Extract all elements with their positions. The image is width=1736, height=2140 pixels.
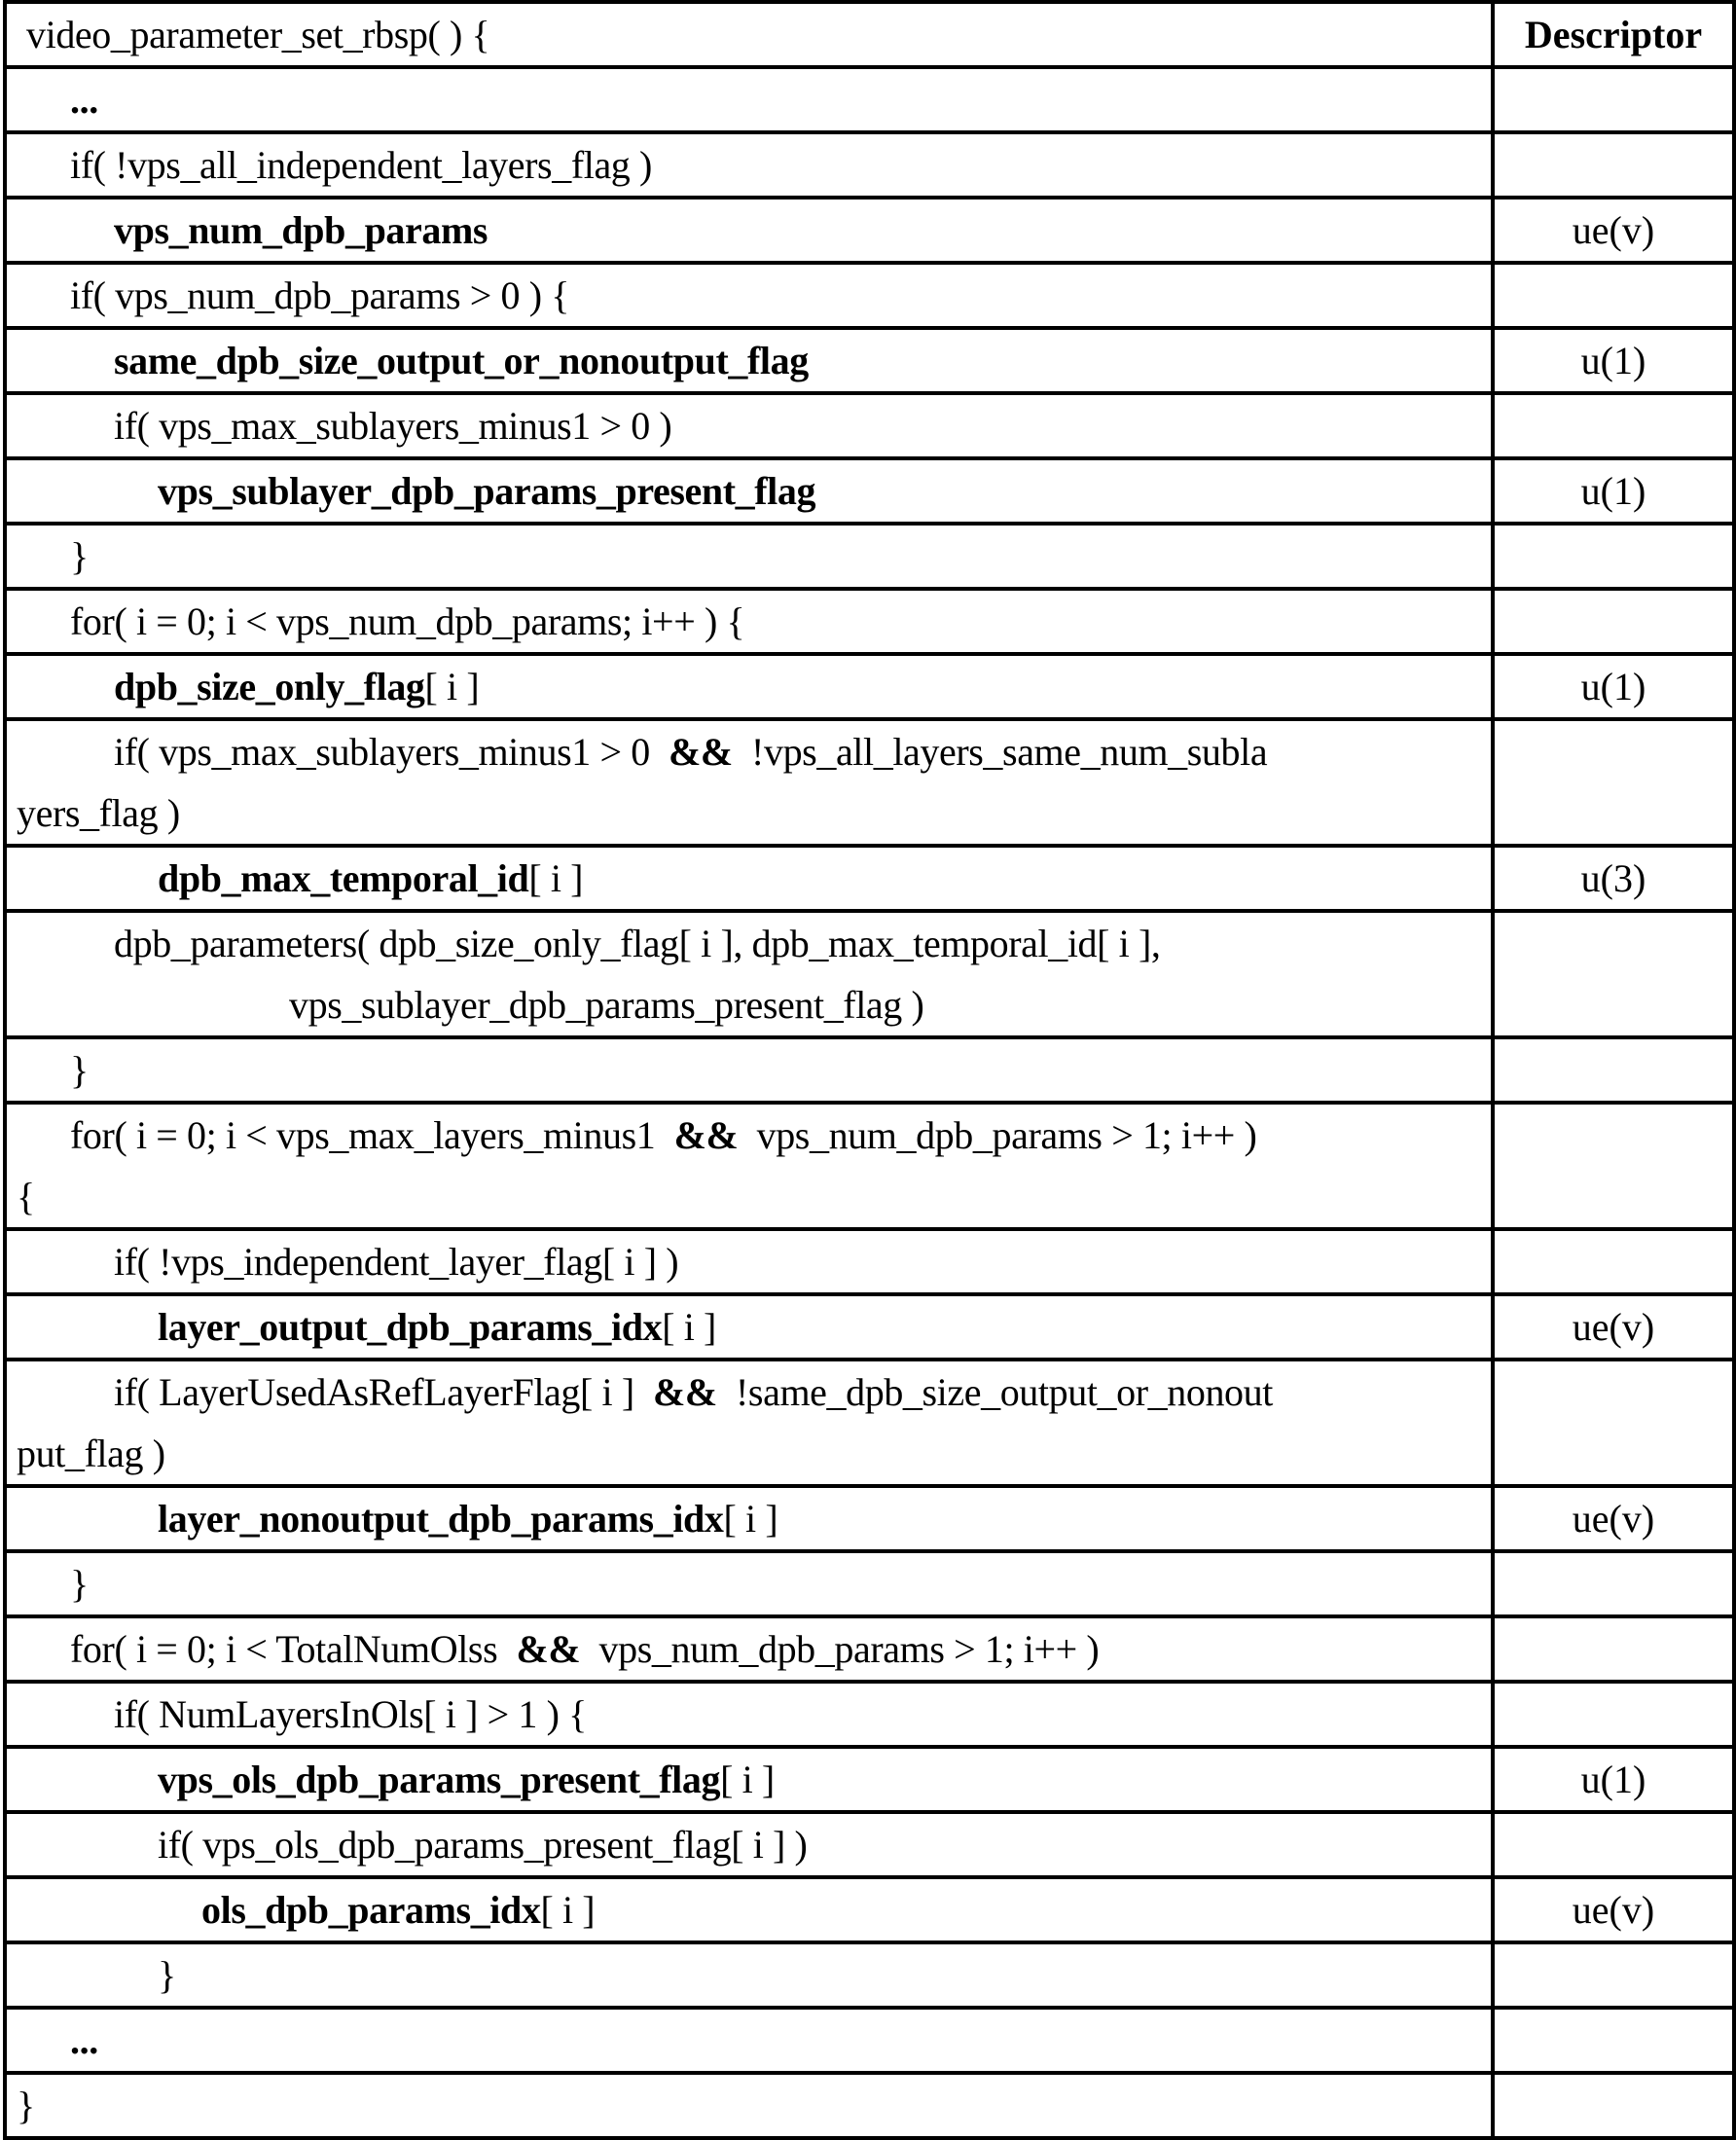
descriptor-value (1495, 591, 1732, 652)
descriptor-cell (1493, 911, 1734, 1037)
descriptor-cell (1493, 458, 1734, 524)
syntax-text: vps_ols_dpb_params_present_flag (158, 1758, 721, 1801)
syntax-cell (5, 458, 1493, 524)
syntax-cell (5, 393, 1493, 458)
descriptor-cell (1493, 2008, 1734, 2073)
syntax-cell (5, 1942, 1493, 2008)
syntax-text: !vps_all_layers_same_num_subla (732, 730, 1268, 774)
table-row (5, 1812, 1734, 1877)
descriptor-cell (1493, 1616, 1734, 1682)
syntax-code-line (7, 1423, 1491, 1484)
syntax-code-line (7, 782, 1491, 844)
descriptor-cell (1493, 1037, 1734, 1103)
descriptor-cell (1493, 198, 1734, 263)
syntax-cell (5, 328, 1493, 393)
syntax-text: if( vps_num_dpb_params > 0 ) { (70, 273, 570, 317)
descriptor-value: ue(v) (1572, 1305, 1655, 1349)
descriptor-header-text: Descriptor (1524, 13, 1703, 56)
syntax-cell (5, 846, 1493, 911)
syntax-text: vps_num_dpb_params > 1; i++ ) (738, 1113, 1257, 1157)
descriptor-cell (1493, 589, 1734, 654)
syntax-element-line (7, 1296, 1491, 1358)
syntax-text: if( LayerUsedAsRefLayerFlag[ i ] (114, 1370, 653, 1414)
descriptor-cell (1493, 846, 1734, 911)
descriptor-value: u(1) (1580, 469, 1646, 513)
table-row (5, 589, 1734, 654)
array-index-suffix: [ i ] (424, 665, 480, 708)
syntax-text: vps_sublayer_dpb_params_present_flag ) (289, 983, 924, 1027)
descriptor-cell (1493, 719, 1734, 846)
descriptor-cell (1493, 1682, 1734, 1747)
syntax-text: layer_output_dpb_params_idx (158, 1305, 663, 1349)
syntax-text: if( vps_ols_dpb_params_present_flag[ i ] ) (158, 1823, 808, 1867)
descriptor-cell (1493, 132, 1734, 198)
syntax-text: ... (70, 2018, 98, 2062)
descriptor-cell (1493, 524, 1734, 589)
descriptor-cell (1493, 1551, 1734, 1616)
syntax-cell (5, 1616, 1493, 1682)
syntax-text: for( i = 0; i < vps_max_layers_minus1 (70, 1113, 674, 1157)
descriptor-value (1495, 1814, 1732, 1875)
syntax-text: !same_dpb_size_output_or_nonout (716, 1370, 1273, 1414)
syntax-cell (5, 719, 1493, 846)
descriptor-value (1495, 265, 1732, 326)
syntax-table-body (5, 2, 1734, 2138)
descriptor-cell (1493, 1360, 1734, 1486)
table-row (5, 1229, 1734, 1294)
syntax-code-line (7, 2075, 1491, 2136)
syntax-cell (5, 524, 1493, 589)
syntax-cell (5, 67, 1493, 132)
table-row (5, 458, 1734, 524)
syntax-cell (5, 198, 1493, 263)
descriptor-value (1495, 1553, 1732, 1614)
syntax-cell (5, 589, 1493, 654)
descriptor-cell (1493, 263, 1734, 328)
syntax-cell (5, 1294, 1493, 1360)
descriptor-cell (1493, 1747, 1734, 1812)
descriptor-cell (1493, 328, 1734, 393)
logical-and-operator: && (669, 730, 733, 774)
syntax-text: for( i = 0; i < vps_num_dpb_params; i++ ) { (70, 599, 745, 643)
array-index-suffix: [ i ] (723, 1497, 778, 1541)
descriptor-cell (1493, 2073, 1734, 2138)
syntax-cell (5, 263, 1493, 328)
syntax-text: } (70, 1562, 89, 1606)
descriptor-value (1495, 134, 1732, 196)
descriptor-cell (1493, 1812, 1734, 1877)
table-row (5, 1682, 1734, 1747)
descriptor-value (1495, 526, 1732, 587)
syntax-text: same_dpb_size_output_or_nonoutput_flag (114, 339, 809, 382)
syntax-code-line (7, 1231, 1491, 1292)
table-row (5, 328, 1734, 393)
table-header-row (5, 2, 1734, 67)
syntax-header-text: video_parameter_set_rbsp( ) { (26, 13, 490, 56)
syntax-text: } (70, 1048, 89, 1092)
syntax-text: if( !vps_independent_layer_flag[ i ] ) (114, 1240, 679, 1284)
descriptor-value: ue(v) (1572, 208, 1655, 252)
descriptor-cell (1493, 67, 1734, 132)
syntax-cell (5, 1229, 1493, 1294)
syntax-cell (5, 1037, 1493, 1103)
syntax-text: put_flag ) (17, 1432, 165, 1475)
logical-and-operator: && (673, 1113, 739, 1157)
syntax-text: { (17, 1175, 35, 1218)
syntax-cell (5, 2008, 1493, 2073)
table-row (5, 1486, 1734, 1551)
table-row (5, 1037, 1734, 1103)
descriptor-value: u(1) (1580, 339, 1646, 382)
syntax-code-line (7, 134, 1491, 196)
table-row (5, 524, 1734, 589)
descriptor-value (1495, 721, 1732, 782)
syntax-code-line (7, 526, 1491, 587)
syntax-text: if( NumLayersInOls[ i ] > 1 ) { (114, 1692, 587, 1736)
table-row (5, 1747, 1734, 1812)
syntax-text: vps_sublayer_dpb_params_present_flag (158, 469, 816, 513)
syntax-cell (5, 911, 1493, 1037)
array-index-suffix: [ i ] (662, 1305, 716, 1349)
descriptor-value (1495, 395, 1732, 456)
syntax-cell (5, 1812, 1493, 1877)
syntax-text: for( i = 0; i < TotalNumOlss (70, 1627, 517, 1671)
descriptor-value (1495, 1684, 1732, 1745)
array-index-suffix: [ i ] (540, 1888, 596, 1932)
descriptor-value: u(3) (1580, 856, 1646, 900)
syntax-code-line (7, 1553, 1491, 1614)
syntax-element-line (7, 1488, 1491, 1549)
table-row (5, 1877, 1734, 1942)
table-row (5, 846, 1734, 911)
logical-and-operator: && (652, 1370, 717, 1414)
descriptor-cell (1493, 1877, 1734, 1942)
syntax-cell (5, 1551, 1493, 1616)
descriptor-value (1495, 69, 1732, 130)
syntax-text: } (70, 534, 89, 578)
syntax-cell (5, 1747, 1493, 1812)
descriptor-cell (1493, 654, 1734, 719)
syntax-cell (5, 1877, 1493, 1942)
syntax-element-line (7, 460, 1491, 522)
table-row (5, 198, 1734, 263)
syntax-element-line (7, 69, 1491, 130)
syntax-text: dpb_parameters( dpb_size_only_flag[ i ], dpb_max_temporal_id[ i ], (114, 922, 1161, 965)
table-row (5, 2008, 1734, 2073)
descriptor-value (1495, 2010, 1732, 2071)
syntax-text: ... (70, 78, 98, 122)
syntax-table (3, 0, 1736, 2140)
syntax-code-line (7, 1684, 1491, 1745)
syntax-cell (5, 1103, 1493, 1229)
syntax-text: if( !vps_all_independent_layers_flag ) (70, 143, 652, 187)
syntax-header-cell (5, 2, 1493, 67)
descriptor-value: ue(v) (1572, 1888, 1655, 1932)
syntax-text: vps_num_dpb_params (114, 208, 488, 252)
syntax-element-line (7, 199, 1491, 261)
descriptor-cell (1493, 1294, 1734, 1360)
syntax-text: dpb_max_temporal_id (158, 856, 529, 900)
syntax-element-line (7, 2010, 1491, 2071)
table-row (5, 132, 1734, 198)
syntax-element-line (7, 1879, 1491, 1941)
syntax-cell (5, 1486, 1493, 1551)
syntax-code-line (7, 1166, 1491, 1227)
syntax-text: ols_dpb_params_idx (201, 1888, 541, 1932)
table-row (5, 719, 1734, 846)
syntax-cell (5, 654, 1493, 719)
descriptor-value (1495, 1618, 1732, 1680)
descriptor-cell (1493, 1942, 1734, 2008)
table-row (5, 1616, 1734, 1682)
syntax-code-line (7, 1361, 1491, 1423)
table-row (5, 1103, 1734, 1229)
syntax-cell (5, 1360, 1493, 1486)
table-row (5, 393, 1734, 458)
syntax-code-line (7, 1944, 1491, 2006)
table-row (5, 1551, 1734, 1616)
descriptor-value (1495, 1944, 1732, 2006)
syntax-text: vps_num_dpb_params > 1; i++ ) (580, 1627, 1100, 1671)
descriptor-value (1495, 1231, 1732, 1292)
syntax-text: if( vps_max_sublayers_minus1 > 0 ) (114, 404, 672, 448)
descriptor-value (1495, 1361, 1732, 1423)
table-row (5, 1294, 1734, 1360)
table-row (5, 1942, 1734, 2008)
array-index-suffix: [ i ] (720, 1758, 775, 1801)
descriptor-value: u(1) (1580, 665, 1646, 708)
syntax-code-line (7, 1814, 1491, 1875)
syntax-cell (5, 2073, 1493, 2138)
table-row (5, 1360, 1734, 1486)
descriptor-value (1495, 2075, 1732, 2136)
syntax-code-line (7, 1105, 1491, 1166)
table-row (5, 2073, 1734, 2138)
descriptor-header-cell (1493, 2, 1734, 67)
descriptor-value (1495, 1105, 1732, 1166)
syntax-code-line (7, 591, 1491, 652)
descriptor-value (1495, 1039, 1732, 1101)
descriptor-value: ue(v) (1572, 1497, 1655, 1541)
logical-and-operator: && (516, 1627, 581, 1671)
syntax-code-line (7, 395, 1491, 456)
syntax-element-line (7, 1749, 1491, 1810)
syntax-code-line (7, 1039, 1491, 1101)
table-row (5, 654, 1734, 719)
descriptor-cell (1493, 1486, 1734, 1551)
descriptor-value: u(1) (1580, 1758, 1646, 1801)
descriptor-cell (1493, 393, 1734, 458)
descriptor-cell (1493, 1103, 1734, 1229)
syntax-element-line (7, 330, 1491, 391)
syntax-code-line (7, 1618, 1491, 1680)
syntax-text: dpb_size_only_flag (114, 665, 425, 708)
syntax-code-line (7, 913, 1491, 974)
table-row (5, 67, 1734, 132)
syntax-text: yers_flag ) (17, 791, 180, 835)
syntax-cell (5, 132, 1493, 198)
syntax-text: if( vps_max_sublayers_minus1 > 0 (114, 730, 669, 774)
table-row (5, 911, 1734, 1037)
array-index-suffix: [ i ] (528, 856, 584, 900)
syntax-code-line (7, 974, 1491, 1035)
syntax-code-line (7, 265, 1491, 326)
syntax-cell (5, 1682, 1493, 1747)
syntax-text: } (158, 1953, 176, 1997)
syntax-text: layer_nonoutput_dpb_params_idx (158, 1497, 724, 1541)
syntax-element-line (7, 656, 1491, 717)
syntax-code-line (7, 721, 1491, 782)
descriptor-value (1495, 913, 1732, 974)
table-row (5, 263, 1734, 328)
descriptor-cell (1493, 1229, 1734, 1294)
syntax-element-line (7, 848, 1491, 909)
syntax-text: } (17, 2084, 35, 2127)
